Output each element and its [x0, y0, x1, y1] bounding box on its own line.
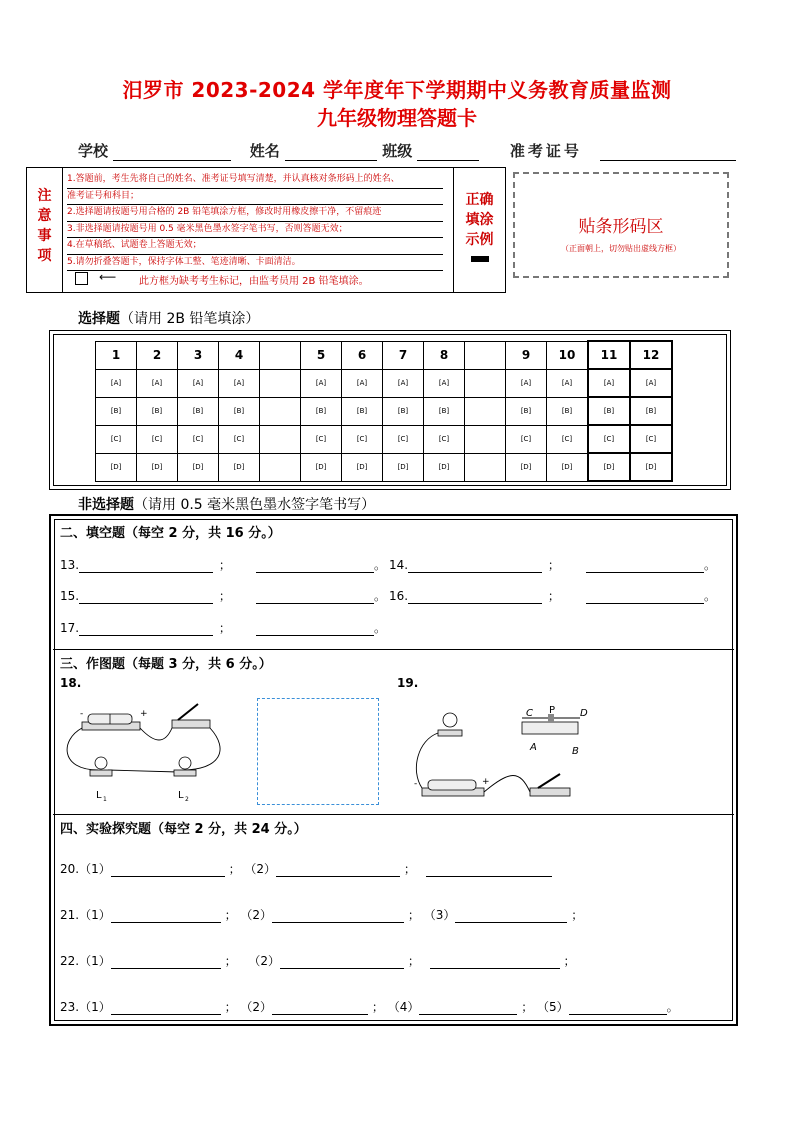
- question-20: [60, 860, 552, 877]
- notice-item: 准考证号和科目；: [67, 189, 443, 206]
- l2-label: L: [178, 790, 184, 801]
- mc-option-bubble[interactable]: [A]: [506, 369, 547, 397]
- mc-option-bubble[interactable]: [B]: [424, 397, 465, 425]
- mc-option-bubble[interactable]: [C]: [96, 425, 137, 453]
- name-label: 姓名: [249, 142, 280, 160]
- answer-blank[interactable]: [111, 910, 221, 923]
- mc-question-number: 4: [219, 341, 260, 369]
- mc-grid: [95, 340, 673, 482]
- mc-option-bubble[interactable]: [B]: [178, 397, 219, 425]
- mc-option-bubble[interactable]: [C]: [506, 425, 547, 453]
- mc-option-bubble[interactable]: [A]: [301, 369, 342, 397]
- mc-spacer: [260, 369, 301, 397]
- mc-option-bubble[interactable]: [A]: [178, 369, 219, 397]
- mc-option-bubble[interactable]: [A]: [96, 369, 137, 397]
- mc-option-bubble[interactable]: [B]: [506, 397, 547, 425]
- mc-spacer: [465, 397, 506, 425]
- class-label: 班级: [382, 142, 413, 160]
- mc-option-bubble[interactable]: [B]: [342, 397, 383, 425]
- mc-option-bubble[interactable]: [C]: [424, 425, 465, 453]
- q-number: 15.: [60, 589, 80, 603]
- mc-sub: （请用 2B 铅笔填涂）: [120, 311, 260, 327]
- notice-label: [27, 168, 63, 292]
- example-label: 填涂: [465, 212, 494, 228]
- answer-blank[interactable]: [586, 560, 704, 573]
- mc-option-bubble[interactable]: [A]: [342, 369, 383, 397]
- switch-icon: [172, 704, 210, 728]
- mc-question-number: 6: [342, 341, 383, 369]
- punct: ；: [228, 862, 241, 876]
- mc-spacer: [260, 341, 301, 369]
- mc-question-number: 3: [178, 341, 219, 369]
- punct: ；: [407, 908, 420, 922]
- mc-option-bubble[interactable]: [D]: [588, 453, 630, 481]
- mc-option-bubble[interactable]: [A]: [137, 369, 178, 397]
- punct: 。: [666, 1000, 679, 1014]
- battery-icon: [82, 714, 140, 730]
- mc-option-bubble[interactable]: [D]: [342, 453, 383, 481]
- mc-option-bubble[interactable]: [D]: [96, 453, 137, 481]
- student-info-line: [78, 140, 736, 161]
- class-field[interactable]: [417, 146, 479, 161]
- mc-question-number: 5: [301, 341, 342, 369]
- l1-sub: 1: [103, 796, 107, 803]
- mc-question-number: 9: [506, 341, 547, 369]
- rheostat-p: P: [549, 705, 556, 716]
- punct: ；: [407, 954, 420, 968]
- mc-option-bubble[interactable]: [A]: [547, 369, 589, 397]
- q-number: 13.: [60, 558, 80, 572]
- question-17: [60, 619, 231, 636]
- notice-label-char: 项: [37, 248, 52, 264]
- answer-blank[interactable]: [455, 910, 567, 923]
- battery-plus-label: +: [140, 709, 148, 719]
- mc-section-title: [78, 308, 259, 328]
- question-23: [60, 998, 679, 1015]
- part-label: （4）: [387, 1000, 420, 1014]
- q-number: 16.: [389, 589, 409, 603]
- question-16: [389, 587, 560, 604]
- punct: ；: [218, 621, 231, 635]
- answer-blank[interactable]: [419, 1002, 517, 1015]
- notice-box: [26, 167, 506, 293]
- answer-blank[interactable]: [408, 560, 542, 573]
- rheostat-a: A: [530, 742, 537, 753]
- notice-item: 1.答题前，考生先将自己的姓名、准考证号填写清楚，并认真核对条形码上的姓名、: [67, 172, 443, 189]
- punct: ；: [563, 954, 576, 968]
- drawing-area-18[interactable]: [257, 698, 379, 805]
- barcode-title: 贴条形码区: [578, 217, 664, 237]
- mc-spacer: [465, 341, 506, 369]
- notice-item: 3.非选择题请按题号用 0.5 毫米黑色墨水签字笔书写，否则答题无效；: [67, 222, 443, 239]
- part-label: （1）: [79, 954, 111, 968]
- example-label: 正确: [465, 192, 494, 208]
- mc-option-bubble[interactable]: [C]: [383, 425, 424, 453]
- q-number: 23.: [60, 1000, 80, 1014]
- mc-question-number: 8: [424, 341, 465, 369]
- battery-icon: [422, 780, 484, 796]
- answer-blank[interactable]: [79, 560, 213, 573]
- mc-option-bubble[interactable]: [D]: [219, 453, 260, 481]
- rheostat-c: C: [526, 708, 533, 719]
- circuit-18-diagram: [60, 700, 230, 810]
- answer-blank[interactable]: [111, 956, 221, 969]
- mc-option-bubble[interactable]: [C]: [342, 425, 383, 453]
- school-label: 学校: [78, 142, 109, 160]
- part-label: （5）: [537, 1000, 569, 1014]
- q-number: 14.: [389, 558, 409, 572]
- mc-option-bubble[interactable]: [D]: [301, 453, 342, 481]
- mc-option-bubble[interactable]: [D]: [178, 453, 219, 481]
- punct: 。: [374, 558, 387, 572]
- fill-example: [453, 168, 505, 292]
- mc-question-number: 12: [630, 341, 672, 369]
- exp-section-title: 四、实验探究题（每空 2 分，共 24 分。）: [60, 822, 307, 837]
- l1-label: L: [96, 790, 102, 801]
- question-22: [60, 952, 576, 969]
- mc-option-bubble[interactable]: [D]: [547, 453, 589, 481]
- part-label: （1）: [79, 1000, 111, 1014]
- mc-option-bubble[interactable]: [B]: [301, 397, 342, 425]
- punct: ；: [403, 862, 416, 876]
- q-number: 17.: [60, 621, 80, 635]
- rheostat-d: D: [580, 708, 588, 719]
- q-number: 20.: [60, 862, 80, 876]
- bulb-l2-icon: [174, 757, 196, 776]
- q19-number: 19.: [397, 676, 419, 690]
- rheostat-b: B: [572, 746, 579, 757]
- arrow-left-icon: ⟵: [99, 270, 117, 284]
- question-17b: [256, 619, 386, 636]
- divider: [53, 814, 734, 815]
- mc-spacer: [260, 453, 301, 481]
- part-label: （1）: [79, 908, 111, 922]
- l2-sub: 2: [185, 796, 189, 803]
- barcode-note: （正面朝上，切勿贴出虚线方框）: [561, 244, 681, 253]
- exam-no-field[interactable]: [600, 146, 736, 161]
- mc-option-bubble[interactable]: [C]: [547, 425, 589, 453]
- punct: ；: [521, 1000, 534, 1014]
- battery-minus-label: -: [414, 779, 418, 789]
- circuit-19-diagram: [410, 700, 610, 810]
- punct: ；: [224, 954, 237, 968]
- name-field[interactable]: [285, 146, 377, 161]
- question-16b: [586, 587, 716, 604]
- mc-question-number: 2: [137, 341, 178, 369]
- question-14: [389, 556, 560, 573]
- answer-blank[interactable]: [430, 956, 560, 969]
- bulb-l1-icon: [90, 757, 112, 776]
- q18-number: 18.: [60, 676, 82, 690]
- question-15b: [256, 587, 386, 604]
- punct: 。: [374, 589, 387, 603]
- punct: 。: [704, 558, 717, 572]
- mc-option-bubble[interactable]: [C]: [301, 425, 342, 453]
- mc-option-bubble[interactable]: [B]: [630, 397, 672, 425]
- answer-blank[interactable]: [272, 910, 404, 923]
- mc-title: 选择题: [78, 311, 120, 327]
- mc-option-bubble[interactable]: [D]: [506, 453, 547, 481]
- mc-question-number: 11: [588, 341, 630, 369]
- answer-blank[interactable]: [256, 591, 374, 604]
- mc-option-bubble[interactable]: [C]: [630, 425, 672, 453]
- punct: 。: [704, 589, 717, 603]
- q-number: 22.: [60, 954, 80, 968]
- answer-blank[interactable]: [272, 1002, 368, 1015]
- school-field[interactable]: [113, 146, 231, 161]
- mc-question-number: 7: [383, 341, 424, 369]
- answer-blank[interactable]: [79, 591, 213, 604]
- mc-option-bubble[interactable]: [A]: [588, 369, 630, 397]
- answer-blank[interactable]: [256, 560, 374, 573]
- filled-mark-icon: [471, 256, 489, 262]
- notice-item: 4.在草稿纸、试题卷上答题无效；: [67, 238, 443, 255]
- mc-option-bubble[interactable]: [B]: [96, 397, 137, 425]
- answer-blank[interactable]: [111, 864, 225, 877]
- question-13: [60, 556, 231, 573]
- non-mc-section-title: [78, 494, 375, 514]
- q-number: 21.: [60, 908, 80, 922]
- mc-option-bubble[interactable]: [B]: [137, 397, 178, 425]
- mc-spacer: [465, 453, 506, 481]
- example-label: 示例: [465, 232, 494, 248]
- mc-option-bubble[interactable]: [C]: [219, 425, 260, 453]
- punct: ；: [547, 589, 560, 603]
- mc-question-number: 10: [547, 341, 589, 369]
- question-21: [60, 906, 583, 923]
- mc-option-bubble[interactable]: [D]: [383, 453, 424, 481]
- page-subtitle: 九年级物理答题卡: [317, 106, 477, 130]
- answer-blank[interactable]: [111, 1002, 221, 1015]
- part-label: （2）: [244, 862, 277, 876]
- mc-spacer: [465, 425, 506, 453]
- answer-blank[interactable]: [276, 864, 400, 877]
- fill-section-title: 二、填空题（每空 2 分，共 16 分。）: [60, 526, 281, 541]
- punct: ；: [371, 1000, 384, 1014]
- punct: ；: [224, 1000, 237, 1014]
- mc-option-bubble[interactable]: [A]: [424, 369, 465, 397]
- notice-label-char: 事: [37, 228, 52, 244]
- question-15: [60, 587, 231, 604]
- mc-option-bubble[interactable]: [D]: [424, 453, 465, 481]
- mc-option-bubble[interactable]: [A]: [219, 369, 260, 397]
- part-label: （2）: [248, 954, 281, 968]
- non-mc-title: 非选择题: [78, 497, 134, 513]
- switch-icon: [530, 774, 570, 796]
- answer-blank[interactable]: [256, 623, 374, 636]
- mc-option-bubble[interactable]: [D]: [630, 453, 672, 481]
- absent-checkbox[interactable]: [75, 272, 88, 285]
- notice-label-char: 注: [37, 188, 52, 204]
- mc-option-bubble[interactable]: [B]: [219, 397, 260, 425]
- battery-plus-label: +: [482, 777, 490, 787]
- part-label: （2）: [240, 1000, 273, 1014]
- mc-option-bubble[interactable]: [C]: [137, 425, 178, 453]
- answer-blank[interactable]: [79, 623, 213, 636]
- barcode-area: [513, 172, 729, 278]
- answer-blank[interactable]: [426, 864, 552, 877]
- mc-option-bubble[interactable]: [B]: [547, 397, 589, 425]
- mc-spacer: [260, 425, 301, 453]
- mc-option-bubble[interactable]: [B]: [383, 397, 424, 425]
- question-14b: [586, 556, 716, 573]
- absent-text: 此方框为缺考考生标记，由监考员用 2B 铅笔填涂。: [139, 276, 369, 287]
- punct: ；: [218, 558, 231, 572]
- divider: [53, 649, 734, 650]
- mc-option-bubble[interactable]: [B]: [588, 397, 630, 425]
- exam-no-label: 准考证号: [509, 142, 582, 160]
- part-label: （1）: [79, 862, 111, 876]
- notice-items: [67, 172, 443, 271]
- battery-minus-label: -: [80, 709, 84, 719]
- page-title: 汨罗市 2023-2024 学年度年下学期期中义务教育质量监测: [122, 78, 672, 102]
- part-label: （2）: [240, 908, 273, 922]
- punct: ；: [571, 908, 584, 922]
- part-label: （3）: [423, 908, 456, 922]
- mc-option-bubble[interactable]: [C]: [588, 425, 630, 453]
- bulb-icon: [438, 713, 462, 736]
- mc-option-bubble[interactable]: [C]: [178, 425, 219, 453]
- punct: 。: [374, 621, 387, 635]
- question-13b: [256, 556, 386, 573]
- mc-option-bubble[interactable]: [A]: [630, 369, 672, 397]
- notice-label-char: 意: [37, 208, 52, 224]
- answer-blank[interactable]: [586, 591, 704, 604]
- draw-section-title: 三、作图题（每题 3 分，共 6 分。）: [60, 657, 272, 672]
- punct: ；: [224, 908, 237, 922]
- absent-row: [67, 268, 443, 288]
- mc-question-number: 1: [96, 341, 137, 369]
- answer-blank[interactable]: [408, 591, 542, 604]
- notice-item: 5.请勿折叠答题卡，保持字体工整、笔迹清晰、卡面清洁。: [67, 255, 443, 272]
- mc-option-bubble[interactable]: [D]: [137, 453, 178, 481]
- punct: ；: [547, 558, 560, 572]
- mc-spacer: [465, 369, 506, 397]
- mc-spacer: [260, 397, 301, 425]
- punct: ；: [218, 589, 231, 603]
- notice-item: 2.选择题请按题号用合格的 2B 铅笔填涂方框，修改时用橡皮擦干净，不留痕迹: [67, 205, 443, 222]
- answer-blank[interactable]: [280, 956, 404, 969]
- non-mc-sub: （请用 0.5 毫米黑色墨水签字笔书写）: [134, 497, 376, 513]
- mc-option-bubble[interactable]: [A]: [383, 369, 424, 397]
- answer-blank[interactable]: [569, 1002, 667, 1015]
